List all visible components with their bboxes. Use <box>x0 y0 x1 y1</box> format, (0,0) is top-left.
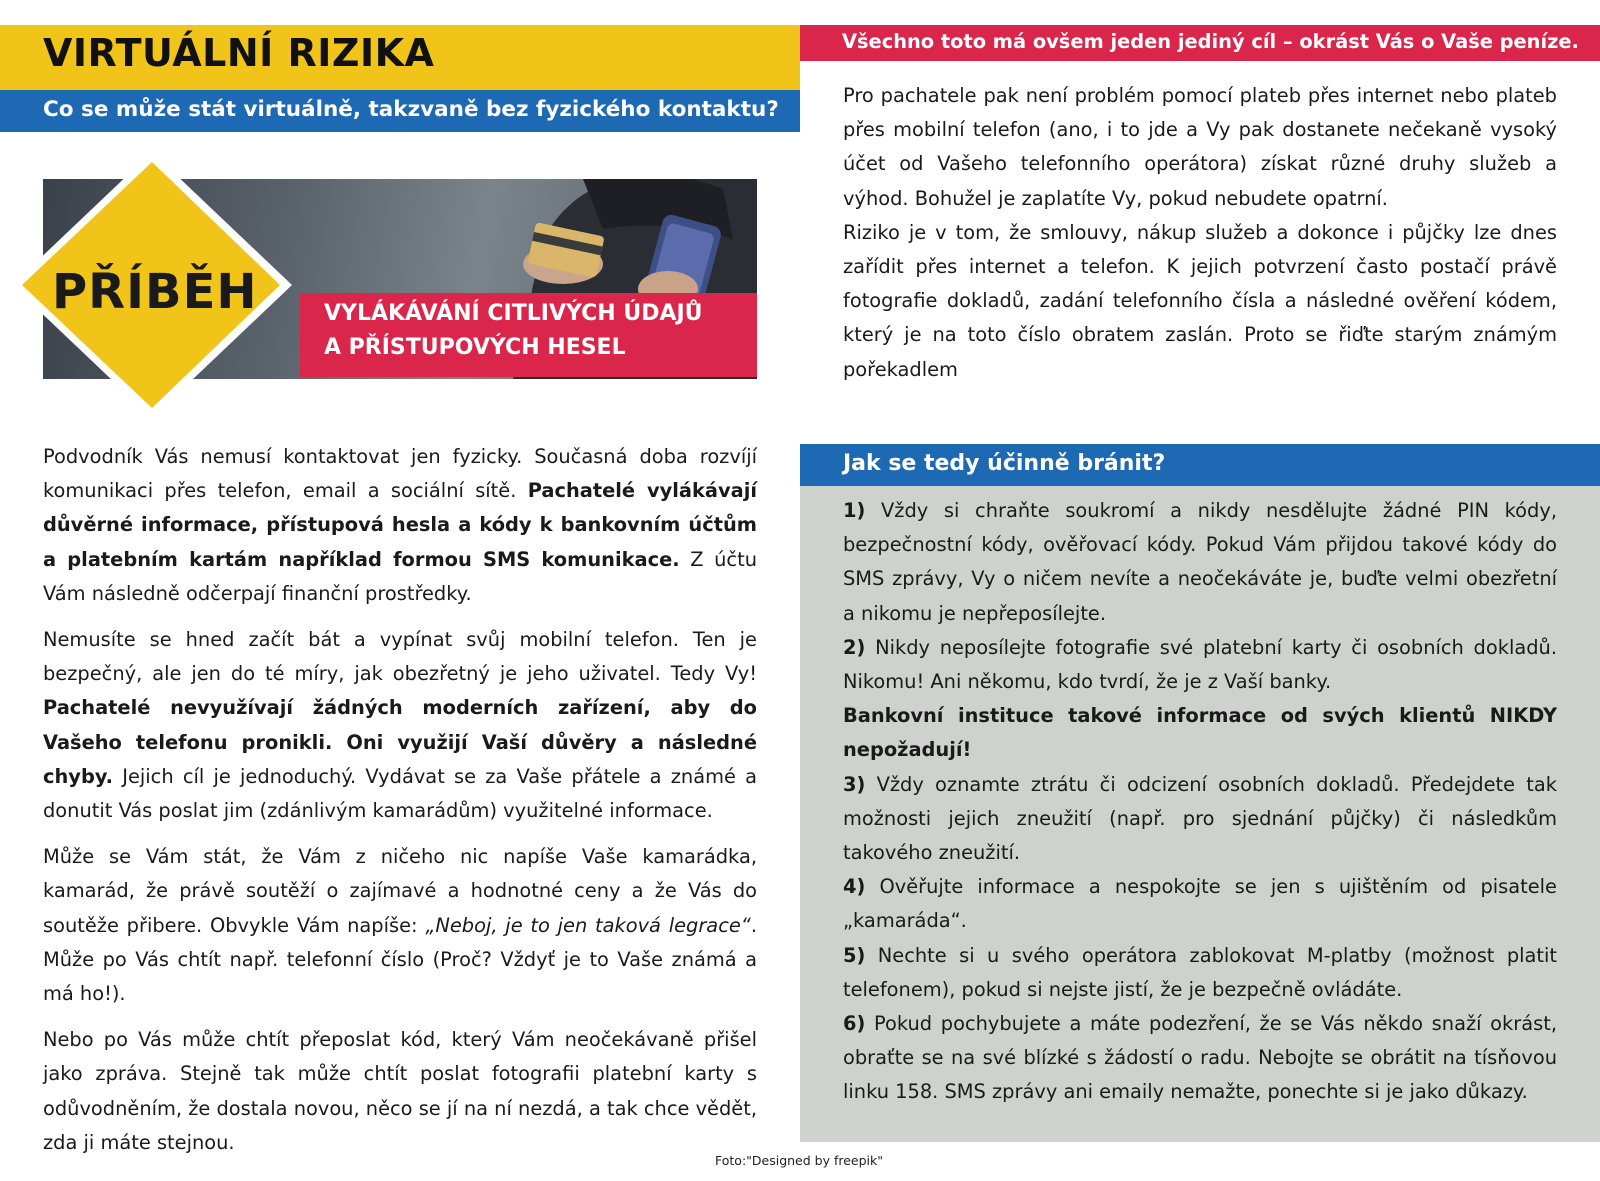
page-subtitle: Co se může stát virtuálně, takzvaně bez fyzického kontaktu? <box>43 97 779 122</box>
left-paragraph-2: Nemusíte se hned začít bát a vypínat svůj mobilní telefon. Ten je bezpečný, ale jen do té míry, jak obezřetný je jeho uživatel. Tedy Vy! Pachatelé nevyužívají žádných moderních zařízení, aby do Vašeho telefonu pronikli. Oni využijí Vaší důvěry a následné chyby. Jejich cíl je jednoduchý. Vydávat se za Vaše přátele a známé a donutit Vás poslat jim (zdánlivým kamarádům) využitelné informace. <box>43 628 757 823</box>
left-paragraph-1: Podvodník Vás nemusí kontaktovat jen fyzicky. Současná doba rozvíjí komunikaci přes telefon, email a sociální sítě. Pachatelé vylákávají důvěrné informace, přístupová hesla a kódy k bankovním účtům a platebním kartám například formou SMS komunikace. Z účtu Vám následně odčerpají finanční prostředky. <box>43 445 757 605</box>
goal-banner-text: Všechno toto má ovšem jeden jediný cíl – okrást Vás o Vaše peníze. <box>842 30 1579 53</box>
defense-item: 5) Nechte si u svého operátora zablokovat M-platby (možnost platit telefonem), pokud si nejste jistí, že je bezpečně ovládáte. <box>843 943 1557 1001</box>
banner-red-panel <box>300 293 757 377</box>
right-paragraph-1: Pro pachatele pak není problém pomocí plateb přes internet nebo plateb přes mobilní telefon (ano, i to jde a Vy pak dostanete nečekaně vysoký účet od Vašeho telefonního operátora) získat různé druhy služeb a výhod. Bohužel je zaplatíte Vy, pokud nebudete opatrní. <box>843 84 1557 210</box>
defense-item: 3) Vždy oznamte ztrátu či odcizení osobních dokladů. Předejdete tak možnosti jejich zneužití (např. pro sjednání půjčky) či následkům takového zneužití. <box>843 772 1557 865</box>
goal-banner <box>800 25 1600 61</box>
story-label: PŘÍBĚH <box>52 264 258 320</box>
right-article <box>843 79 1557 387</box>
defense-item: 1) Vždy si chraňte soukromí a nikdy nesdělujte žádné PIN kódy, bezpečnostní kódy, ověřovací kódy. Pokud Vám přijdou takové kódy do SMS zprávy, Vy o ničem nevíte a neočekáváte je, buďte velmi obezřetní a nikomu je nepřeposílejte. <box>843 499 1557 625</box>
banner-red-line-1: VYLÁKÁVÁNÍ CITLIVÝCH ÚDAJŮ <box>324 301 703 326</box>
left-paragraph-4: Nebo po Vás může chtít přeposlat kód, který Vám neočekávaně přišel jako zpráva. Stejně tak může chtít poslat fotografii platební karty s odůvodněním, že dostala novou, něco se jí na ní nezdá, a tak chce vědět, zda ji máte stejnou. <box>43 1028 757 1154</box>
left-article <box>43 440 757 1172</box>
title-bar <box>0 25 800 90</box>
defense-item: 6) Pokud pochybujete a máte podezření, že se Vás někdo snaží okrást, obraťte se na své blízké s žádostí o radu. Nebojte se obrátit na tísňovou linku 158. SMS zprávy ani emaily nemažte, ponechte si je jako důkazy. <box>843 1012 1557 1104</box>
defense-heading: Jak se tedy účinně bránit? <box>843 451 1166 476</box>
left-paragraph-3: Může se Vám stát, že Vám z ničeho nic napíše Vaše kamarádka, kamarád, že právě soutěží o zajímavé a hodnotné ceny a že Vás do soutěže přibere. Obvykle Vám napíše: „Neboj, je to jen taková legrace“. Může po Vás chtít např. telefonní číslo (Proč? Vždyť je to Vaše známá a má ho!). <box>43 845 757 1006</box>
banner-red-line-2: A PŘÍSTUPOVÝCH HESEL <box>324 335 626 360</box>
page-title: VIRTUÁLNÍ RIZIKA <box>43 31 435 75</box>
right-paragraph-2: Riziko je v tom, že smlouvy, nákup služeb a dokonce i půjčky lze dnes zařídit přes internet a telefon. K jejich potvrzení často postačí právě fotografie dokladů, zadání telefonního čísla a následné ověření kódem, který je na toto číslo obratem zaslán. Proto se řiďte starým známým pořekadlem <box>843 220 1557 381</box>
defense-item: 2) Nikdy neposílejte fotografie své platební karty či osobních dokladů. Nikomu! Ani někomu, kdo tvrdí, že je z Vaší banky. <box>843 635 1557 694</box>
defense-item: 4) Ověřujte informace a nespokojte se jen s ujištěním od pisatele „kamaráda“. <box>843 875 1557 933</box>
defense-item-bold-note: Bankovní instituce takové informace od svých klientů NIKDY nepožadují! <box>843 704 1557 762</box>
subtitle-bar <box>0 90 800 132</box>
photo-credit: Foto:"Designed by freepik" <box>715 1153 884 1168</box>
defense-list <box>843 494 1557 1110</box>
defense-heading-bar <box>800 444 1600 486</box>
